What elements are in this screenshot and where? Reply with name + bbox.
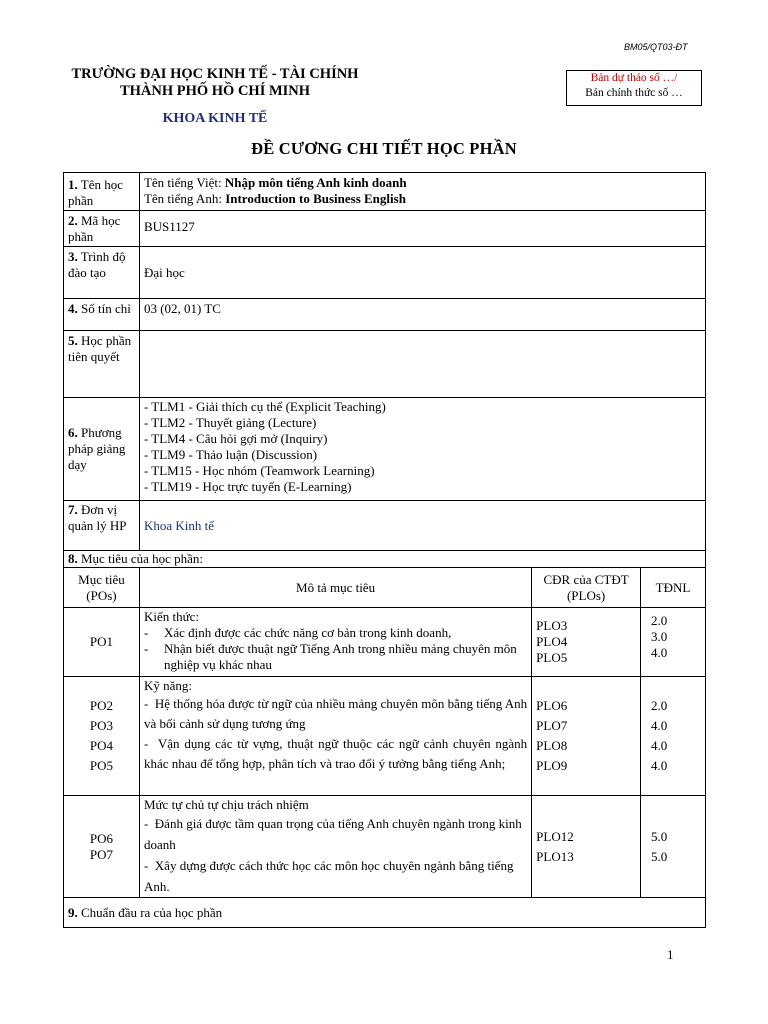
plo-cell xyxy=(532,677,641,796)
page-number: 1 xyxy=(667,947,674,962)
objectives-header-row xyxy=(64,568,706,608)
po-code: PO7 xyxy=(89,846,114,862)
plo-code: PLO6 xyxy=(536,698,568,713)
course-code-value: BUS1127 xyxy=(139,211,705,247)
learning-outcomes-title-cell xyxy=(64,898,706,928)
vietnamese-name-prefix: Tên tiếng Việt: xyxy=(143,175,225,190)
row-training-level xyxy=(64,247,706,299)
objectives-title-cell xyxy=(64,551,706,568)
po-code: PO2 xyxy=(89,698,114,713)
objective-title: Kiến thức: xyxy=(143,609,199,624)
credits-label-cell xyxy=(64,299,140,331)
english-name-prefix: Tên tiếng Anh: xyxy=(143,191,226,206)
teaching-method-item: - TLM15 - Học nhóm (Teamwork Learning) xyxy=(143,463,375,478)
university-name-line1: TRƯỜNG ĐẠI HỌC KINH TẾ - TÀI CHÍNH xyxy=(71,66,359,82)
vietnamese-name-value: Nhập môn tiếng Anh kinh doanh xyxy=(224,175,407,190)
teaching-method-item: - TLM4 - Câu hỏi gợi mở (Inquiry) xyxy=(143,431,328,446)
plo-cell xyxy=(532,796,641,898)
row-label: Đơn vị quản lý HP xyxy=(68,502,127,533)
teaching-method-item: - TLM9 - Thảo luận (Discussion) xyxy=(143,447,318,462)
credits-value: 03 (02, 01) TC xyxy=(139,299,705,331)
plo-code: PLO8 xyxy=(536,738,568,753)
objective-item: Xác định được các chức năng cơ bản trong kinh doanh, xyxy=(163,625,452,640)
english-name-value: Introduction to Business English xyxy=(225,191,406,206)
row-number: 6. xyxy=(68,425,78,440)
header-plo: CĐR của CTĐT (PLOs) xyxy=(532,568,641,608)
row-label: Học phần tiên quyết xyxy=(68,333,132,364)
university-header xyxy=(60,66,370,127)
training-level-label-cell xyxy=(64,247,140,299)
managing-unit-value: Khoa Kinh tế xyxy=(139,501,705,551)
objective-item: Nhận biết được thuật ngữ Tiếng Anh trong nhiều mảng chuyên môn nghiệp vụ khác nhau xyxy=(163,641,517,672)
draft-label: Bản dự thảo số …/ xyxy=(590,72,678,84)
tdnl-value: 5.0 xyxy=(651,828,668,844)
managing-unit-label-cell xyxy=(64,501,140,551)
row-number: 7. xyxy=(68,502,78,517)
row-label: Trình độ đào tạo xyxy=(68,249,126,280)
header-tdnl: TĐNL xyxy=(641,568,706,608)
header-po: Mục tiêu (POs) xyxy=(64,568,140,608)
objective-title: Mức tự chủ tự chịu trách nhiệm xyxy=(143,797,309,812)
po-code: PO3 xyxy=(89,718,114,733)
objective-description: Mức tự chủ tự chịu trách nhiệm - Đánh giá được tầm quan trọng của tiếng Anh chuyên ngành trong kinh doanh - Xây dựng được cách thức học các môn học chuyên ngành bằng tiếng Anh. xyxy=(139,796,531,898)
row-label: Chuẩn đầu ra của học phần xyxy=(81,904,223,920)
row-course-name xyxy=(64,173,706,211)
row-number: 4. xyxy=(68,301,78,316)
row-number: 2. xyxy=(68,213,78,228)
objective-description: Kỹ năng: - Hệ thống hóa được từ ngữ của nhiều mảng chuyên môn bằng tiếng Anh và bối cảnh sử dụng tương ứng - Vận dụng các từ vựng, thuật ngữ thuộc các ngữ cảnh chuyên ngành khác nhau để tổng hợp, phân tích và trao đổi ý tưởng bằng tiếng Anh; xyxy=(139,677,531,796)
course-name-label-cell xyxy=(64,173,140,211)
tdnl-value: 2.0 xyxy=(651,613,668,628)
row-number: 5. xyxy=(68,333,78,348)
draft-version-box xyxy=(566,70,702,106)
plo-code: PLO13 xyxy=(536,848,574,864)
objective-title: Kỹ năng: xyxy=(143,678,192,693)
teaching-method-item: - TLM2 - Thuyết giảng (Lecture) xyxy=(143,415,317,430)
po-code: PO5 xyxy=(89,758,114,773)
po-cell xyxy=(64,677,140,796)
prerequisites-label-cell xyxy=(64,331,140,398)
objective-row-skills xyxy=(64,677,706,796)
row-label: Phương pháp giảng dạy xyxy=(68,425,126,472)
objective-item: Vận dụng các từ vựng, thuật ngữ thuộc các ngữ cảnh chuyên ngành khác nhau để tổng hợp, phân tích và trao đổi ý tưởng bằng tiếng Anh; xyxy=(143,736,528,771)
plo-code: PLO3 xyxy=(536,618,568,633)
tdnl-cell xyxy=(641,796,706,898)
document-title: ĐỀ CƯƠNG CHI TIẾT HỌC PHẦN xyxy=(251,139,517,158)
objective-item: Xây dựng được cách thức học các môn học chuyên ngành bằng tiếng Anh. xyxy=(143,858,514,894)
row-number: 8. xyxy=(68,551,78,566)
objective-row-knowledge xyxy=(64,608,706,677)
tdnl-value: 5.0 xyxy=(651,848,668,864)
training-level-value: Đại học xyxy=(139,247,705,299)
tdnl-cell xyxy=(641,677,706,796)
teaching-methods-label-cell xyxy=(64,398,140,501)
course-code-label-cell xyxy=(64,211,140,247)
plo-code: PLO4 xyxy=(536,634,568,649)
syllabus-table xyxy=(63,172,706,928)
row-credits xyxy=(64,299,706,331)
form-code: BM05/QT03-ĐT xyxy=(624,42,688,52)
plo-code: PLO9 xyxy=(536,758,568,773)
tdnl-value: 4.0 xyxy=(651,738,668,753)
tdnl-value: 4.0 xyxy=(651,718,668,733)
university-name-line2: THÀNH PHỐ HỒ CHÍ MINH xyxy=(119,83,311,99)
po-code: PO6 xyxy=(89,830,114,846)
row-objectives-title xyxy=(64,551,706,568)
plo-cell xyxy=(532,608,641,677)
teaching-method-item: - TLM19 - Học trực tuyến (E-Learning) xyxy=(143,479,352,494)
row-label: Mục tiêu của học phần: xyxy=(81,551,204,566)
plo-code: PLO7 xyxy=(536,718,568,733)
official-label: Bản chính thức số … xyxy=(585,87,683,99)
objective-item: Đánh giá được tầm quan trọng của tiếng Anh chuyên ngành trong kinh doanh xyxy=(143,816,522,852)
objective-row-autonomy xyxy=(64,796,706,898)
header-description: Mô tả mục tiêu xyxy=(139,568,531,608)
row-label: Mã học phần xyxy=(68,213,121,244)
po-code: PO4 xyxy=(89,738,114,753)
tdnl-value: 2.0 xyxy=(651,698,668,713)
department-name: KHOA KINH TẾ xyxy=(162,111,268,126)
course-name-value-cell xyxy=(139,173,705,211)
teaching-methods-list xyxy=(139,398,705,501)
po-cell xyxy=(64,796,140,898)
row-course-code xyxy=(64,211,706,247)
objective-item: Hệ thống hóa được từ ngữ của nhiều mảng chuyên môn bằng tiếng Anh và bối cảnh sử dụng tương ứng xyxy=(143,696,528,731)
tdnl-cell xyxy=(641,608,706,677)
row-number: 3. xyxy=(68,249,78,264)
row-label: Số tín chỉ xyxy=(81,301,131,316)
row-teaching-methods xyxy=(64,398,706,501)
row-prerequisites xyxy=(64,331,706,398)
teaching-method-item: - TLM1 - Giải thích cụ thể (Explicit Teaching) xyxy=(143,399,386,414)
row-number: 9. xyxy=(68,904,78,920)
po-cell xyxy=(64,608,140,677)
po-code: PO1 xyxy=(89,634,114,649)
row-learning-outcomes xyxy=(64,898,706,928)
tdnl-value: 4.0 xyxy=(651,758,668,773)
plo-code: PLO12 xyxy=(536,828,574,844)
row-managing-unit xyxy=(64,501,706,551)
row-number: 1. xyxy=(68,177,78,192)
row-label: Tên học phần xyxy=(68,177,123,208)
plo-code: PLO5 xyxy=(536,650,568,665)
objective-description: Kiến thức: - Xác định được các chức năng cơ bản trong kinh doanh, - Nhận biết được thuật ngữ Tiếng Anh trong nhiều mảng chuyên môn nghiệp vụ khác nhau xyxy=(139,608,531,677)
tdnl-value: 4.0 xyxy=(651,645,668,660)
tdnl-value: 3.0 xyxy=(651,629,668,644)
prerequisites-value xyxy=(139,331,705,398)
